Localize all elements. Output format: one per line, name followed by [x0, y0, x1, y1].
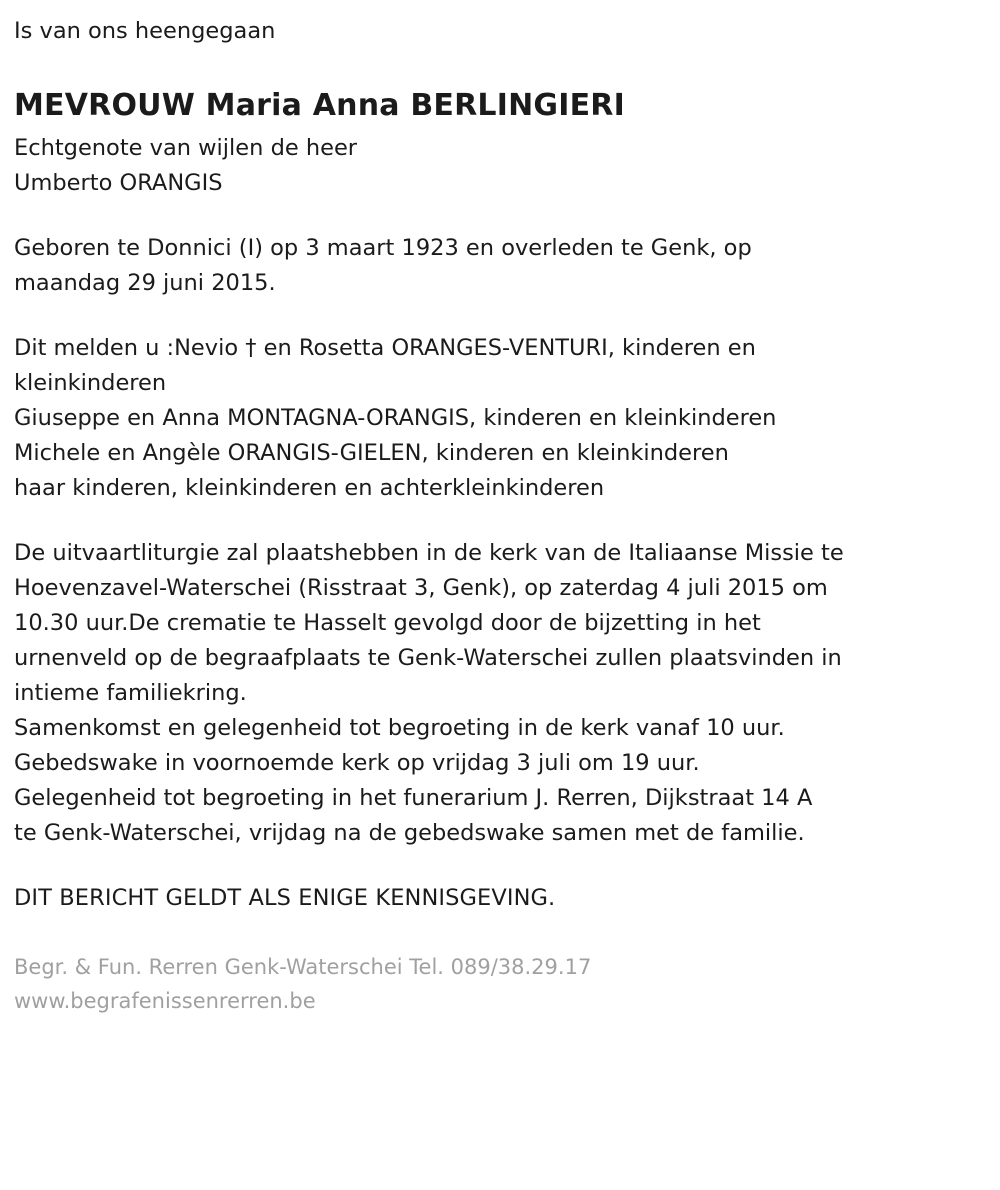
- birth-death-line: maandag 29 juni 2015.: [14, 270, 276, 296]
- sole-notice-text: DIT BERICHT GELDT ALS ENIGE KENNISGEVING.: [14, 885, 556, 911]
- service-line: 10.30 uur.De crematie te Hasselt gevolgd door de bijzetting in het: [14, 610, 761, 636]
- spouse-line: Echtgenote van wijlen de heer: [14, 135, 358, 161]
- announcement-line: Giuseppe en Anna MONTAGNA-ORANGIS, kinderen en kleinkinderen: [14, 405, 777, 431]
- deceased-name: MEVROUW Maria Anna BERLINGIERI: [14, 88, 625, 123]
- spacer: [14, 301, 984, 331]
- service-line: De uitvaartliturgie zal plaatshebben in de kerk van de Italiaanse Missie te: [14, 540, 844, 566]
- announcement-line: Dit melden u :Nevio † en Rosetta ORANGES-VENTURI, kinderen en: [14, 335, 756, 361]
- spacer: [14, 916, 984, 950]
- service-line: Samenkomst en gelegenheid tot begroeting in de kerk vanaf 10 uur.: [14, 715, 785, 741]
- funeral-home-website[interactable]: www.begrafenissenrerren.be: [14, 989, 316, 1013]
- birth-death-line: Geboren te Donnici (I) op 3 maart 1923 en overleden te Genk, op: [14, 235, 752, 261]
- intro-text: Is van ons heengegaan: [14, 18, 276, 44]
- service-info: [14, 536, 984, 851]
- announcement-line: haar kinderen, kleinkinderen en achterkleinkinderen: [14, 475, 605, 501]
- funeral-home-footer: [14, 950, 984, 1018]
- birth-death-info: [14, 231, 984, 301]
- spacer: [14, 201, 984, 231]
- service-line: intieme familiekring.: [14, 680, 247, 706]
- spouse-line: Umberto ORANGIS: [14, 170, 223, 196]
- announcement-info: [14, 331, 984, 506]
- announcement-line: Michele en Angèle ORANGIS-GIELEN, kinderen en kleinkinderen: [14, 440, 729, 466]
- funeral-home-contact: Begr. & Fun. Rerren Genk-Waterschei Tel. 089/38.29.17: [14, 955, 592, 979]
- announcement-line: kleinkinderen: [14, 370, 167, 396]
- service-line: urnenveld op de begraafplaats te Genk-Waterschei zullen plaatsvinden in: [14, 645, 842, 671]
- spacer: [14, 851, 984, 881]
- service-line: te Genk-Waterschei, vrijdag na de gebedswake samen met de familie.: [14, 820, 805, 846]
- service-line: Hoevenzavel-Waterschei (Risstraat 3, Genk), op zaterdag 4 juli 2015 om: [14, 575, 828, 601]
- spacer: [14, 506, 984, 536]
- service-line: Gebedswake in voornoemde kerk op vrijdag 3 juli om 19 uur.: [14, 750, 700, 776]
- spouse-info: [14, 131, 984, 201]
- service-line: Gelegenheid tot begroeting in het funerarium J. Rerren, Dijkstraat 14 A: [14, 785, 813, 811]
